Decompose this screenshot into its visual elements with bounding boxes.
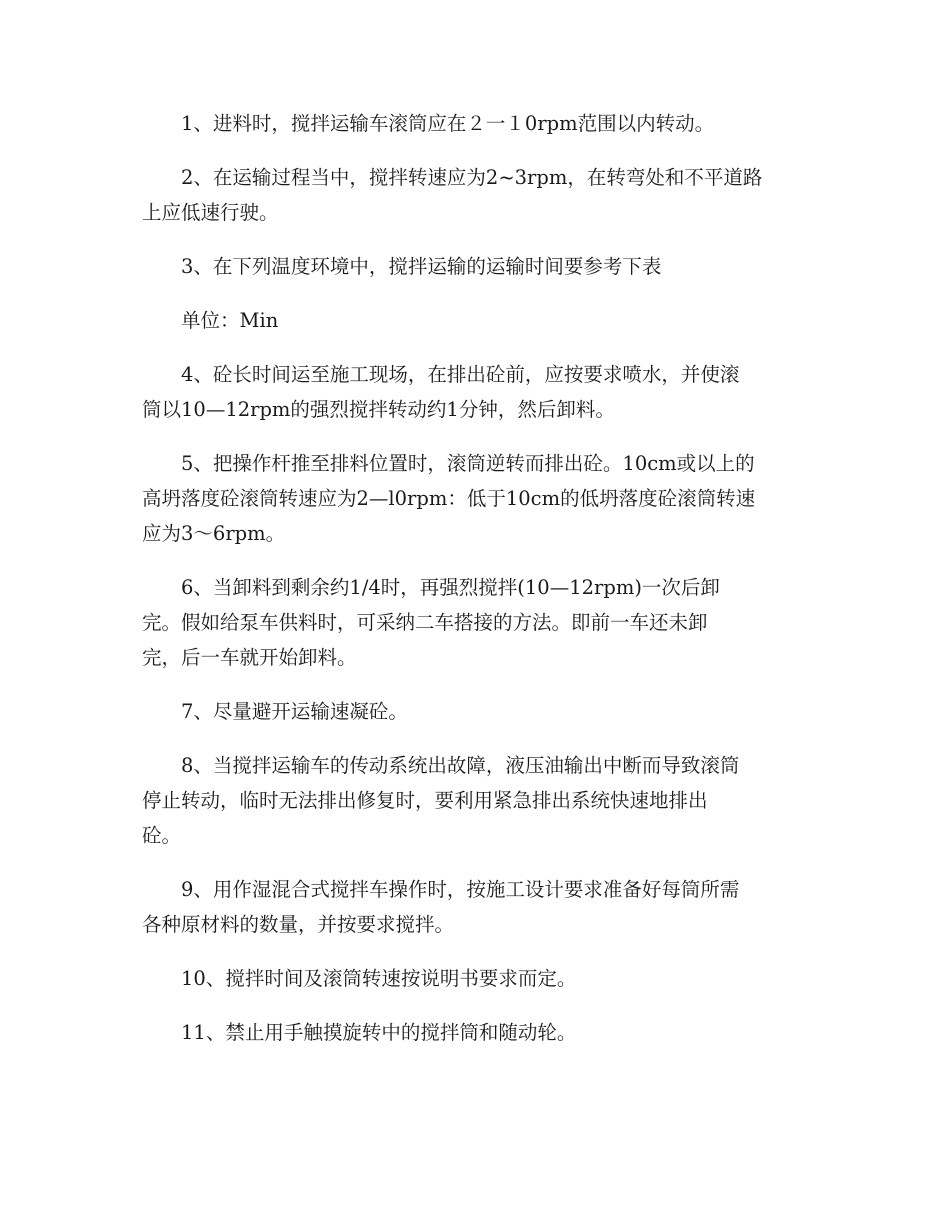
document-body [142, 106, 812, 1069]
paragraph-line: 应为3～6rpm。 [142, 522, 286, 545]
paragraph-unit [142, 303, 812, 338]
paragraph-line: 各种原材料的数量，并按要求搅拌。 [142, 913, 455, 936]
paragraph-line: 11、禁止用手触摸旋转中的搅拌筒和随动轮。 [181, 1021, 577, 1044]
paragraph-line: 4、砼长时间运至施工现场，在排出砼前，应按要求喷水，并使滚 [181, 363, 740, 386]
paragraph-line: 5、把操作杆推至排料位置时，滚筒逆转而排出砼。10cm或以上的 [181, 452, 755, 475]
paragraph-line: 停止转动，临时无法排出修复时，要利用紧急排出系统快速地排出 [142, 789, 708, 812]
paragraph-line: 完。假如给泵车供料时，可采纳二车搭接的方法。即前一车还未卸 [142, 611, 708, 634]
paragraph-line: 完，后一车就开始卸料。 [142, 646, 357, 669]
paragraph-11 [142, 1015, 812, 1050]
paragraph-line: 10、搅拌时间及滚筒转速按说明书要求而定。 [181, 967, 577, 990]
paragraph-5 [142, 446, 812, 551]
paragraph-line: 1、进料时，搅拌运输车滚筒应在２一１0rpm范围以内转动。 [181, 112, 715, 135]
paragraph-1 [142, 106, 812, 141]
paragraph-10 [142, 961, 812, 996]
paragraph-line: 7、尽量避开运输速凝砼。 [181, 700, 408, 723]
paragraph-line: 上应低速行驶。 [142, 201, 279, 224]
paragraph-9 [142, 872, 812, 942]
paragraph-line: 2、在运输过程当中，搅拌转速应为2~3rpm，在转弯处和不平道路 [181, 166, 763, 189]
paragraph-line: 砼。 [142, 824, 182, 847]
paragraph-3 [142, 249, 812, 284]
paragraph-4 [142, 357, 812, 427]
paragraph-line: 9、用作湿混合式搅拌车操作时，按施工设计要求准备好每筒所需 [181, 878, 740, 901]
paragraph-line: 6、当卸料到剩余约1/4时，再强烈搅拌(10—12rpm)一次后卸 [181, 576, 720, 599]
paragraph-line: 8、当搅拌运输车的传动系统出故障，液压油输出中断而导致滚筒 [181, 754, 740, 777]
paragraph-8 [142, 748, 812, 853]
paragraph-line: 3、在下列温度环境中，搅拌运输的运输时间要参考下表 [181, 255, 662, 278]
paragraph-6 [142, 570, 812, 675]
paragraph-line: 单位：Min [181, 309, 279, 332]
paragraph-2 [142, 160, 812, 230]
paragraph-line: 筒以10—12rpm的强烈搅拌转动约1分钟，然后卸料。 [142, 398, 615, 421]
paragraph-7 [142, 694, 812, 729]
paragraph-line: 高坍落度砼滚筒转速应为2—l0rpm：低于10cm的低坍落度砼滚筒转速 [142, 487, 756, 510]
